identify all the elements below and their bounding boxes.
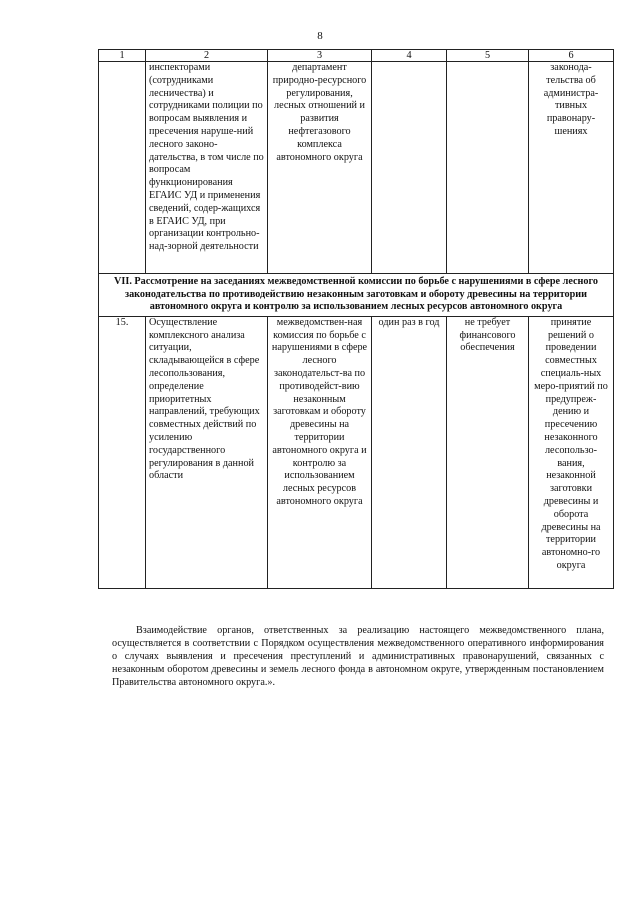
footer-paragraph (112, 624, 604, 689)
table-cell (372, 62, 447, 274)
page-number: 8 (317, 30, 323, 42)
table-cell: межведомствен-ная комиссия по борьбе с нарушениями в сфере лесного законодательст-ва по противодейст-вию незаконным заготовкам и обороту древесины на территории автономного округа и контролю за использованием лесных ресурсов автономного округа (268, 316, 372, 588)
section-title: VII. Рассмотрение на заседаниях межведомственной комиссии по борьбе с нарушениями в сфере лесного законодательства по противодействию незаконным заготовкам и обороту древесины на территории автономного округа и контролю за использованием лесных ресурсов автономного округа (99, 274, 614, 317)
table-cell: не требует финансового обеспечения (447, 316, 529, 588)
table-row (99, 316, 614, 588)
row-number: 15. (99, 316, 146, 588)
table-cell: департамент природно-ресурсного регулирования, лесных отношений и развития нефтегазового комплекса автономного округа (268, 62, 372, 274)
table-cell (99, 62, 146, 274)
header-cell: 4 (372, 50, 447, 62)
header-cell: 5 (447, 50, 529, 62)
table-row (99, 62, 614, 274)
table-cell: принятие решений о проведении совместных специаль-ных меро-приятий по предупреж-дению и пресечению незаконного лесопользо-вания, незаконной заготовки древесины и оборота древесины на территории автономно-го округа (529, 316, 614, 588)
table-cell: законода-тельства об администра-тивных правонару-шениях (529, 62, 614, 274)
header-cell: 1 (99, 50, 146, 62)
section-heading-row (99, 274, 614, 317)
header-cell: 3 (268, 50, 372, 62)
table-cell: один раз в год (372, 316, 447, 588)
table-cell: инспекторами (сотрудниками лесничества) и сотрудниками полиции по вопросам выявления и пресечения наруше-ний лесного законо-дательства, в том числе по вопросам функционирования ЕГАИС УД и применения сведений, содер-жащихся в ЕГАИС УД, при организации контрольно-над-зорной деятельности (146, 62, 268, 274)
footer-text: Взаимодействие органов, ответственных за реализацию настоящего межведомственного плана, осуществляется в соответствии с Порядком осуществления межведомственного оперативного информирования о случаях выявления и пресечения преступлений и административных правонарушений, связанных с незаконным оборотом древесины и земель лесного фонда в автономном округе, утвержденным постановлением Правительства автономного округа.». (112, 625, 604, 688)
header-cell: 2 (146, 50, 268, 62)
table-cell: Осуществление комплексного анализа ситуации, складывающейся в сфере лесопользования, определение приоритетных направлений, требующих совместных действий по усилению государственного регулирования в данной области (146, 316, 268, 588)
plan-table (98, 49, 614, 589)
header-cell: 6 (529, 50, 614, 62)
table-header-row (99, 50, 614, 62)
table-cell (447, 62, 529, 274)
